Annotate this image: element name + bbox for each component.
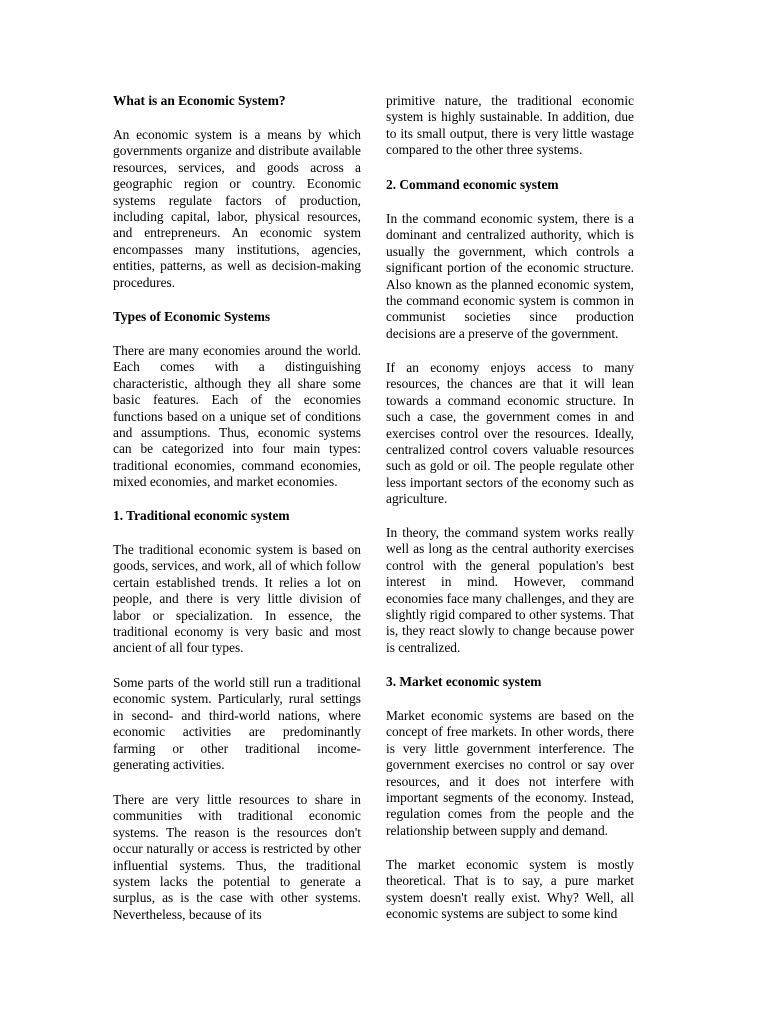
paragraph-economic-system-definition: An economic system is a means by which governments organize and distribute available resources, services, and goods across a geographic region or country. Economic systems regulate factors of production, including capital, labor, physical resources, and entrepreneurs. An economic system encompasses many institutions, agencies, entities, patterns, as well as decision-making procedures. — [113, 127, 361, 290]
paragraph-traditional-definition: The traditional economic system is based on goods, services, and work, all of which follow certain established trends. It relies a lot on people, and there is very little division of labor or specialization. In essence, the traditional economy is very basic and most ancient of all four types. — [113, 542, 361, 656]
paragraph-traditional-resources: There are very little resources to share in communities with traditional economic systems. The reason is the resources don't occur naturally or access is restricted by other influential systems. Thus, the traditional system lacks the potential to generate a surplus, as is the case with other systems. Nevertheless, because of its — [113, 792, 361, 922]
paragraph-command-definition: In the command economic system, there is a dominant and centralized authority, which is usually the government, which controls a significant portion of the economic structure. Also known as the planned economic system, the command economic system is common in communist societies since production decisions are a preserve of the government. — [386, 211, 634, 341]
paragraph-market-theoretical: The market economic system is mostly theoretical. That is to say, a pure market system doesn't really exist. Why? Well, all economic systems are subject to some kind — [386, 857, 634, 922]
paragraph-command-theory: In theory, the command system works really well as long as the central authority exercises control with the general population's best interest in mind. However, command economies face many challenges, and they are slightly rigid compared to other systems. That is, they react slowly to change because power is centralized. — [386, 525, 634, 655]
paragraph-traditional-sustainability: primitive nature, the traditional economic system is highly sustainable. In addition, due to its small output, there is very little wastage compared to the other three systems. — [386, 93, 634, 158]
heading-market-economic-system: 3. Market economic system — [386, 674, 542, 689]
paragraph-types-overview: There are many economies around the world. Each comes with a distinguishing characteristic, although they all share some basic features. Each of the economies functions based on a unique set of conditions and assumptions. Thus, economic systems can be categorized into four main types: traditional economies, command economies, mixed economies, and market economies. — [113, 343, 361, 490]
heading-command-economic-system: 2. Command economic system — [386, 177, 559, 192]
heading-traditional-economic-system: 1. Traditional economic system — [113, 508, 290, 523]
heading-types-of-economic-systems: Types of Economic Systems — [113, 309, 271, 324]
paragraph-market-definition: Market economic systems are based on the concept of free markets. In other words, there is very little government interference. The government exercises no control or say over resources, and it does not interfere with important segments of the economy. Instead, regulation comes from the people and the relationship between supply and demand. — [386, 708, 634, 838]
heading-what-is-economic-system: What is an Economic System? — [113, 93, 286, 108]
paragraph-command-resources: If an economy enjoys access to many resources, the chances are that it will lean towards a command economic structure. In such a case, the government comes in and exercises control over the resources. Ideally, centralized control covers valuable resources such as gold or oil. The people regulate other less important sectors of the economy such as agriculture. — [386, 360, 634, 507]
paragraph-traditional-regions: Some parts of the world still run a traditional economic system. Particularly, rural settings in second- and third-world nations, where economic activities are predominantly farming or other traditional income-generating activities. — [113, 675, 361, 773]
